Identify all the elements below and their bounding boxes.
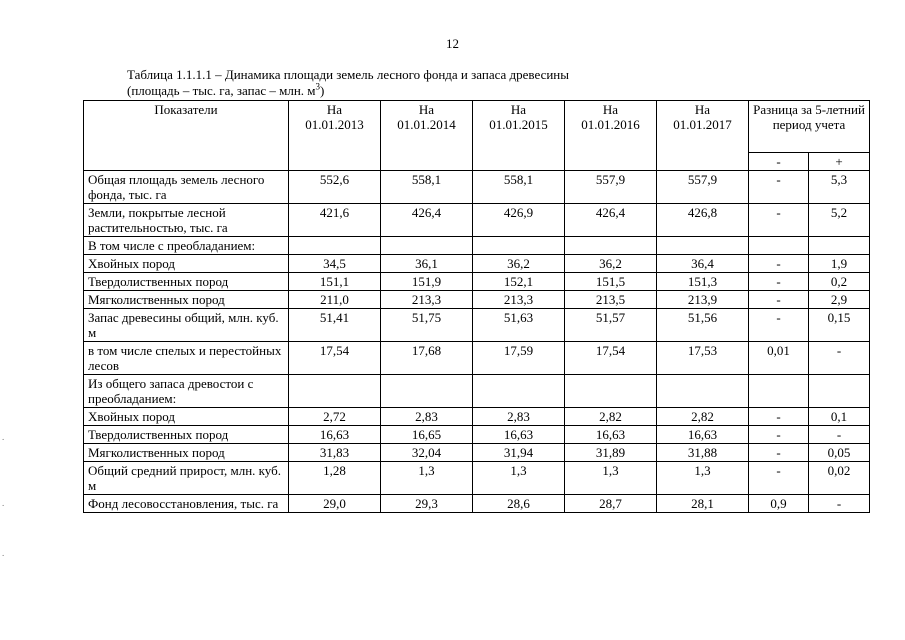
value-cell: 558,1	[473, 171, 565, 204]
value-cell	[381, 375, 473, 408]
value-cell: 36,2	[473, 255, 565, 273]
value-cell: 213,9	[657, 291, 749, 309]
value-cell: 28,7	[565, 495, 657, 513]
value-cell	[473, 375, 565, 408]
diff-minus-cell: -	[749, 171, 809, 204]
caption-superscript: 3	[315, 81, 321, 92]
diff-plus-cell: 0,05	[809, 444, 870, 462]
row-label: Из общего запаса древостои с преобладанием:	[84, 375, 289, 408]
table-row	[84, 309, 870, 342]
margin-mark: .	[2, 548, 5, 558]
diff-minus-cell: -	[749, 462, 809, 495]
row-label: Хвойных пород	[84, 255, 289, 273]
value-cell: 32,04	[381, 444, 473, 462]
diff-minus-cell: -	[749, 408, 809, 426]
diff-plus-cell: 0,1	[809, 408, 870, 426]
table-row	[84, 273, 870, 291]
table-row	[84, 408, 870, 426]
table-row	[84, 204, 870, 237]
table-row	[84, 444, 870, 462]
diff-plus-cell	[809, 375, 870, 408]
value-cell: 51,57	[565, 309, 657, 342]
diff-plus-cell: 5,3	[809, 171, 870, 204]
value-cell: 1,3	[657, 462, 749, 495]
value-cell: 557,9	[657, 171, 749, 204]
diff-plus-cell: 1,9	[809, 255, 870, 273]
value-cell	[289, 375, 381, 408]
table-caption	[127, 67, 569, 99]
margin-mark: .	[2, 432, 5, 442]
value-cell: 31,88	[657, 444, 749, 462]
value-cell	[565, 237, 657, 255]
row-label: Запас древесины общий, млн. куб. м	[84, 309, 289, 342]
table-row	[84, 171, 870, 204]
value-cell: 17,59	[473, 342, 565, 375]
value-cell	[565, 375, 657, 408]
table-row	[84, 237, 870, 255]
value-cell: 552,6	[289, 171, 381, 204]
caption-line-2	[127, 83, 569, 99]
row-label: Общая площадь земель лесного фонда, тыс. га	[84, 171, 289, 204]
diff-plus-cell: 5,2	[809, 204, 870, 237]
diff-minus-cell: -	[749, 444, 809, 462]
diff-minus-cell: -	[749, 291, 809, 309]
value-cell: 2,82	[657, 408, 749, 426]
margin-mark: .	[2, 498, 5, 508]
value-cell: 421,6	[289, 204, 381, 237]
value-cell: 16,63	[657, 426, 749, 444]
row-label: Твердолиственных пород	[84, 273, 289, 291]
value-cell: 151,3	[657, 273, 749, 291]
row-label: в том числе спелых и перестойных лесов	[84, 342, 289, 375]
value-cell: 213,5	[565, 291, 657, 309]
diff-minus-cell	[749, 237, 809, 255]
value-cell: 426,8	[657, 204, 749, 237]
value-cell: 51,63	[473, 309, 565, 342]
diff-plus-cell: -	[809, 342, 870, 375]
table-row	[84, 255, 870, 273]
page-number: 12	[446, 36, 459, 51]
value-cell: 2,83	[381, 408, 473, 426]
value-cell: 2,82	[565, 408, 657, 426]
header-minus: -	[749, 153, 809, 171]
diff-plus-cell: -	[809, 495, 870, 513]
diff-minus-cell: -	[749, 273, 809, 291]
value-cell: 29,0	[289, 495, 381, 513]
header-date-2016: На 01.01.2016	[565, 101, 657, 171]
diff-minus-cell	[749, 375, 809, 408]
table-row	[84, 495, 870, 513]
value-cell: 17,68	[381, 342, 473, 375]
row-label: Фонд лесовосстановления, тыс. га	[84, 495, 289, 513]
value-cell: 1,3	[565, 462, 657, 495]
value-cell: 16,63	[473, 426, 565, 444]
value-cell: 211,0	[289, 291, 381, 309]
diff-minus-cell: -	[749, 255, 809, 273]
value-cell: 51,75	[381, 309, 473, 342]
caption-line-1: Таблица 1.1.1.1 – Динамика площади земель лесного фонда и запаса древесины	[127, 67, 569, 82]
diff-plus-cell: 0,15	[809, 309, 870, 342]
diff-minus-cell: -	[749, 309, 809, 342]
value-cell: 36,2	[565, 255, 657, 273]
value-cell: 31,94	[473, 444, 565, 462]
diff-minus-cell: 0,01	[749, 342, 809, 375]
value-cell: 1,3	[381, 462, 473, 495]
header-date-2013: На 01.01.2013	[289, 101, 381, 171]
value-cell: 213,3	[381, 291, 473, 309]
value-cell	[381, 237, 473, 255]
diff-plus-cell: 2,9	[809, 291, 870, 309]
row-label: Твердолиственных пород	[84, 426, 289, 444]
value-cell: 151,1	[289, 273, 381, 291]
value-cell: 2,83	[473, 408, 565, 426]
value-cell: 151,9	[381, 273, 473, 291]
value-cell: 557,9	[565, 171, 657, 204]
row-label: Земли, покрытые лесной растительностью, тыс. га	[84, 204, 289, 237]
header-date-2015: На 01.01.2015	[473, 101, 565, 171]
value-cell: 558,1	[381, 171, 473, 204]
value-cell: 1,28	[289, 462, 381, 495]
diff-plus-cell: 0,02	[809, 462, 870, 495]
diff-minus-cell: 0,9	[749, 495, 809, 513]
value-cell: 426,9	[473, 204, 565, 237]
caption-units: (площадь – тыс. га, запас – млн. м	[127, 83, 316, 98]
table-row	[84, 462, 870, 495]
value-cell: 28,6	[473, 495, 565, 513]
value-cell: 152,1	[473, 273, 565, 291]
diff-minus-cell: -	[749, 204, 809, 237]
value-cell: 151,5	[565, 273, 657, 291]
value-cell: 1,3	[473, 462, 565, 495]
row-label: В том числе с преобладанием:	[84, 237, 289, 255]
value-cell: 213,3	[473, 291, 565, 309]
value-cell: 426,4	[381, 204, 473, 237]
table-row	[84, 375, 870, 408]
value-cell: 51,56	[657, 309, 749, 342]
diff-plus-cell	[809, 237, 870, 255]
value-cell: 17,53	[657, 342, 749, 375]
value-cell: 17,54	[289, 342, 381, 375]
table-header-row	[84, 101, 870, 153]
diff-plus-cell: 0,2	[809, 273, 870, 291]
value-cell: 29,3	[381, 495, 473, 513]
table-row	[84, 291, 870, 309]
forest-fund-table	[83, 100, 870, 513]
table-body	[84, 171, 870, 513]
header-date-2014: На 01.01.2014	[381, 101, 473, 171]
value-cell: 16,65	[381, 426, 473, 444]
header-difference: Разница за 5-летний период учета	[749, 101, 870, 153]
value-cell: 34,5	[289, 255, 381, 273]
diff-minus-cell: -	[749, 426, 809, 444]
value-cell: 426,4	[565, 204, 657, 237]
value-cell: 16,63	[289, 426, 381, 444]
table-row	[84, 342, 870, 375]
row-label: Хвойных пород	[84, 408, 289, 426]
table-row	[84, 426, 870, 444]
header-indicators: Показатели	[84, 101, 289, 171]
row-label: Мягколиственных пород	[84, 291, 289, 309]
row-label: Мягколиственных пород	[84, 444, 289, 462]
value-cell	[657, 375, 749, 408]
value-cell	[473, 237, 565, 255]
value-cell: 31,83	[289, 444, 381, 462]
value-cell: 36,1	[381, 255, 473, 273]
header-plus: +	[809, 153, 870, 171]
diff-plus-cell: -	[809, 426, 870, 444]
value-cell: 16,63	[565, 426, 657, 444]
value-cell: 28,1	[657, 495, 749, 513]
value-cell: 17,54	[565, 342, 657, 375]
value-cell: 51,41	[289, 309, 381, 342]
value-cell: 31,89	[565, 444, 657, 462]
value-cell	[657, 237, 749, 255]
value-cell: 2,72	[289, 408, 381, 426]
header-date-2017: На 01.01.2017	[657, 101, 749, 171]
caption-units-close: )	[320, 83, 325, 98]
value-cell	[289, 237, 381, 255]
value-cell: 36,4	[657, 255, 749, 273]
row-label: Общий средний прирост, млн. куб. м	[84, 462, 289, 495]
